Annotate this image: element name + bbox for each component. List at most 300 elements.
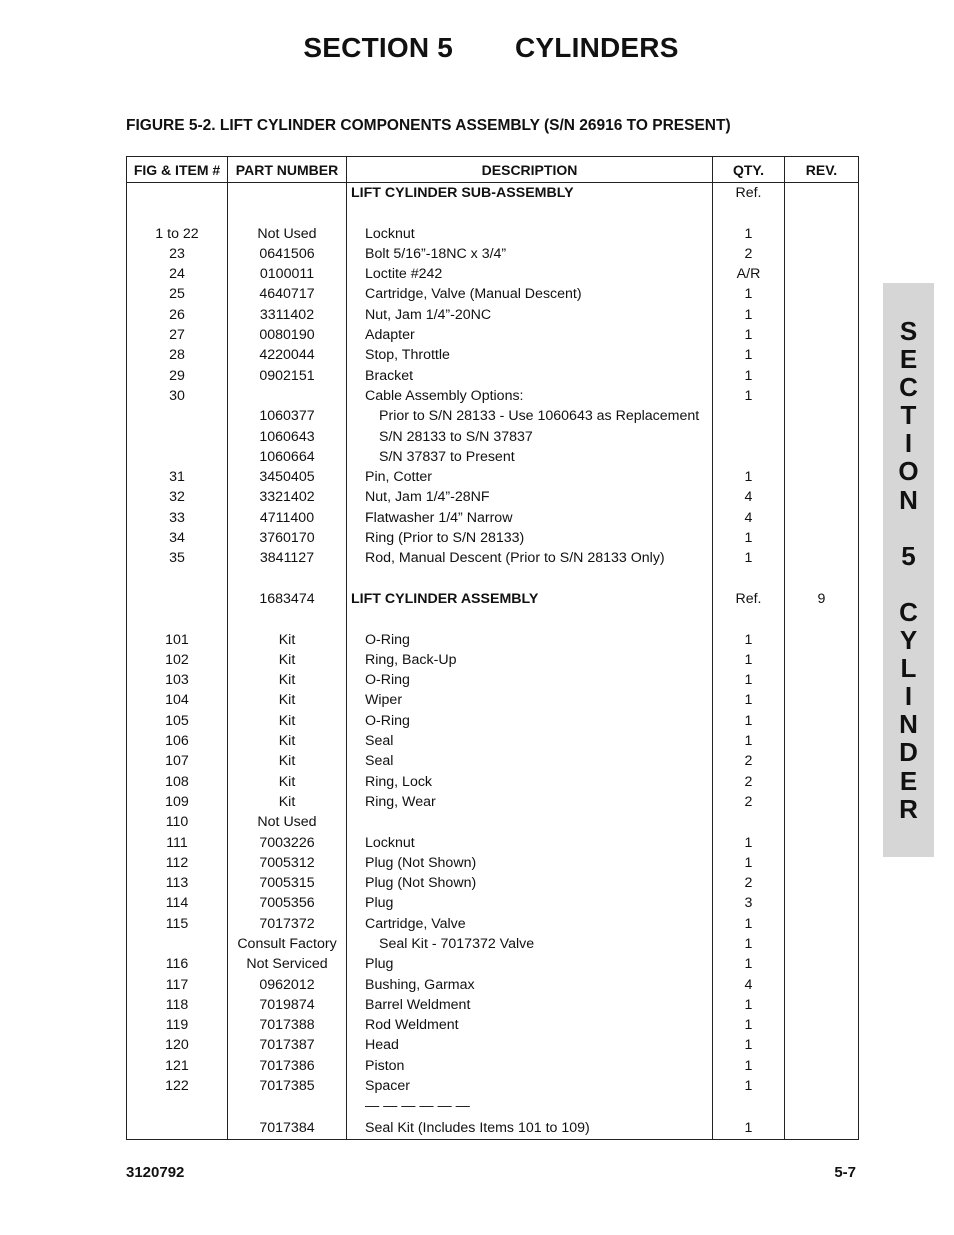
table-row (127, 366, 859, 386)
item-number-cell (127, 1096, 228, 1116)
revision-cell (785, 833, 859, 853)
quantity-cell: 1 (713, 1056, 785, 1076)
quantity-cell: 1 (713, 366, 785, 386)
description-cell: — — — — — — (347, 1096, 713, 1116)
section-name: CYLINDERS (515, 32, 679, 63)
parts-table-body (127, 183, 859, 1140)
header-rev: REV. (785, 157, 859, 183)
revision-cell (785, 366, 859, 386)
side-tab-letter (883, 570, 934, 598)
table-row (127, 183, 859, 204)
part-number-cell (228, 203, 347, 223)
part-number-cell: 4220044 (228, 345, 347, 365)
item-number-cell: 117 (127, 975, 228, 995)
item-number-cell: 26 (127, 305, 228, 325)
side-tab-letter: L (900, 653, 917, 684)
description-cell (347, 609, 713, 629)
table-row (127, 731, 859, 751)
item-number-cell (127, 183, 228, 204)
part-number-cell: Not Serviced (228, 954, 347, 974)
table-row (127, 954, 859, 974)
quantity-cell: 1 (713, 1076, 785, 1096)
revision-cell (785, 467, 859, 487)
table-row (127, 589, 859, 609)
description-cell: Flatwasher 1/4” Narrow (347, 508, 713, 528)
table-row (127, 447, 859, 467)
side-tab-letter: D (899, 737, 918, 768)
table-row (127, 508, 859, 528)
table-row (127, 670, 859, 690)
revision-cell (785, 914, 859, 934)
quantity-cell: 1 (713, 305, 785, 325)
description-cell: Cartridge, Valve (Manual Descent) (347, 284, 713, 304)
table-row (127, 305, 859, 325)
item-number-cell: 105 (127, 711, 228, 731)
revision-cell (785, 203, 859, 223)
table-row (127, 650, 859, 670)
item-number-cell: 107 (127, 751, 228, 771)
item-number-cell: 101 (127, 630, 228, 650)
table-row (127, 609, 859, 629)
part-number-cell: 4640717 (228, 284, 347, 304)
revision-cell (785, 995, 859, 1015)
item-number-cell: 32 (127, 487, 228, 507)
quantity-cell: 1 (713, 467, 785, 487)
table-row (127, 1015, 859, 1035)
revision-cell (785, 548, 859, 568)
revision-cell (785, 224, 859, 244)
part-number-cell: 1683474 (228, 589, 347, 609)
quantity-cell (713, 609, 785, 629)
item-number-cell: 35 (127, 548, 228, 568)
revision-cell (785, 569, 859, 589)
item-number-cell: 111 (127, 833, 228, 853)
item-number-cell: 24 (127, 264, 228, 284)
quantity-cell (713, 427, 785, 447)
quantity-cell: 2 (713, 772, 785, 792)
quantity-cell: 1 (713, 650, 785, 670)
table-row (127, 934, 859, 954)
side-tab-letter: N (899, 709, 918, 740)
item-number-cell: 33 (127, 508, 228, 528)
item-number-cell: 103 (127, 670, 228, 690)
part-number-cell: Kit (228, 650, 347, 670)
figure-title: FIGURE 5-2. LIFT CYLINDER COMPONENTS ASSEMBLY (S/N 26916 TO PRESENT) (126, 117, 731, 134)
revision-cell (785, 1035, 859, 1055)
table-row (127, 528, 859, 548)
description-cell: LIFT CYLINDER SUB-ASSEMBLY (347, 183, 713, 204)
quantity-cell: 1 (713, 853, 785, 873)
description-cell: LIFT CYLINDER ASSEMBLY (347, 589, 713, 609)
item-number-cell: 112 (127, 853, 228, 873)
quantity-cell: 1 (713, 670, 785, 690)
revision-cell (785, 427, 859, 447)
revision-cell (785, 1117, 859, 1140)
item-number-cell: 110 (127, 812, 228, 832)
table-row (127, 325, 859, 345)
description-cell: O-Ring (347, 670, 713, 690)
item-number-cell: 115 (127, 914, 228, 934)
description-cell: Locknut (347, 224, 713, 244)
revision-cell (785, 284, 859, 304)
item-number-cell (127, 589, 228, 609)
description-cell (347, 569, 713, 589)
part-number-cell: 7017384 (228, 1117, 347, 1140)
table-row (127, 690, 859, 710)
revision-cell (785, 183, 859, 204)
item-number-cell: 23 (127, 244, 228, 264)
revision-cell (785, 893, 859, 913)
parts-table (126, 156, 859, 1140)
doc-number: 3120792 (126, 1164, 185, 1181)
description-cell: Seal (347, 751, 713, 771)
quantity-cell (713, 569, 785, 589)
item-number-cell (127, 1117, 228, 1140)
part-number-cell: 0641506 (228, 244, 347, 264)
revision-cell (785, 772, 859, 792)
part-number-cell: 3841127 (228, 548, 347, 568)
table-row (127, 995, 859, 1015)
description-cell: Ring, Lock (347, 772, 713, 792)
quantity-cell: 4 (713, 508, 785, 528)
side-tab-letter: E (899, 344, 918, 375)
description-cell: Stop, Throttle (347, 345, 713, 365)
part-number-cell: 7005356 (228, 893, 347, 913)
table-row (127, 772, 859, 792)
quantity-cell (713, 447, 785, 467)
table-row (127, 792, 859, 812)
revision-cell (785, 244, 859, 264)
description-cell: Plug (347, 893, 713, 913)
part-number-cell: 4711400 (228, 508, 347, 528)
revision-cell (785, 650, 859, 670)
part-number-cell (228, 183, 347, 204)
side-tab-letter: N (899, 484, 918, 515)
table-row (127, 812, 859, 832)
item-number-cell: 120 (127, 1035, 228, 1055)
table-row (127, 406, 859, 426)
part-number-cell (228, 569, 347, 589)
section-label: SECTION 5 (303, 32, 453, 63)
part-number-cell: 7017386 (228, 1056, 347, 1076)
table-row (127, 569, 859, 589)
part-number-cell: Kit (228, 630, 347, 650)
table-row (127, 264, 859, 284)
side-tab-letter: 5 (901, 540, 916, 571)
description-cell: Wiper (347, 690, 713, 710)
quantity-cell: 1 (713, 325, 785, 345)
quantity-cell: 1 (713, 1015, 785, 1035)
table-row (127, 630, 859, 650)
part-number-cell: 7003226 (228, 833, 347, 853)
revision-cell (785, 690, 859, 710)
side-tab-letter: C (899, 596, 918, 627)
part-number-cell: 3321402 (228, 487, 347, 507)
revision-cell (785, 670, 859, 690)
table-row (127, 487, 859, 507)
table-row (127, 711, 859, 731)
revision-cell (785, 508, 859, 528)
section-side-tab (883, 283, 934, 857)
table-row (127, 345, 859, 365)
item-number-cell: 29 (127, 366, 228, 386)
description-cell: S/N 37837 to Present (347, 447, 713, 467)
table-row (127, 427, 859, 447)
quantity-cell: 1 (713, 914, 785, 934)
part-number-cell: 1060377 (228, 406, 347, 426)
item-number-cell (127, 447, 228, 467)
side-tab-letter: R (899, 793, 918, 824)
quantity-cell (713, 203, 785, 223)
part-number-cell: 3450405 (228, 467, 347, 487)
quantity-cell: 3 (713, 893, 785, 913)
quantity-cell: 4 (713, 975, 785, 995)
revision-cell (785, 487, 859, 507)
item-number-cell: 108 (127, 772, 228, 792)
item-number-cell: 30 (127, 386, 228, 406)
part-number-cell: 0902151 (228, 366, 347, 386)
part-number-cell: 7017388 (228, 1015, 347, 1035)
revision-cell (785, 812, 859, 832)
quantity-cell: 1 (713, 224, 785, 244)
quantity-cell: 1 (713, 386, 785, 406)
part-number-cell: 7005315 (228, 873, 347, 893)
table-header-row (127, 157, 859, 183)
part-number-cell: Kit (228, 690, 347, 710)
quantity-cell: 1 (713, 934, 785, 954)
item-number-cell: 102 (127, 650, 228, 670)
table-row (127, 548, 859, 568)
description-cell (347, 812, 713, 832)
table-row (127, 224, 859, 244)
part-number-cell: Not Used (228, 224, 347, 244)
description-cell: Plug (347, 954, 713, 974)
quantity-cell: Ref. (713, 589, 785, 609)
table-row (127, 853, 859, 873)
part-number-cell (228, 386, 347, 406)
quantity-cell: 4 (713, 487, 785, 507)
part-number-cell: 3760170 (228, 528, 347, 548)
description-cell: Seal (347, 731, 713, 751)
part-number-cell: 7017385 (228, 1076, 347, 1096)
part-number-cell: 0962012 (228, 975, 347, 995)
description-cell: O-Ring (347, 630, 713, 650)
quantity-cell: 2 (713, 792, 785, 812)
header-description: DESCRIPTION (347, 157, 713, 183)
table-row (127, 203, 859, 223)
description-cell: Bushing, Garmax (347, 975, 713, 995)
item-number-cell: 122 (127, 1076, 228, 1096)
revision-cell (785, 711, 859, 731)
quantity-cell: 1 (713, 1035, 785, 1055)
description-cell: Piston (347, 1056, 713, 1076)
quantity-cell: A/R (713, 264, 785, 284)
revision-cell (785, 345, 859, 365)
description-cell: Barrel Weldment (347, 995, 713, 1015)
description-cell: O-Ring (347, 711, 713, 731)
quantity-cell: 1 (713, 833, 785, 853)
quantity-cell: 1 (713, 731, 785, 751)
table-row (127, 975, 859, 995)
side-tab-letter: I (904, 428, 913, 459)
revision-cell (785, 751, 859, 771)
part-number-cell: Kit (228, 670, 347, 690)
revision-cell (785, 873, 859, 893)
item-number-cell: 118 (127, 995, 228, 1015)
description-cell: Cable Assembly Options: (347, 386, 713, 406)
revision-cell (785, 264, 859, 284)
table-row (127, 1096, 859, 1116)
description-cell: Plug (Not Shown) (347, 873, 713, 893)
table-row (127, 244, 859, 264)
item-number-cell (127, 406, 228, 426)
table-row (127, 1117, 859, 1140)
description-cell: Rod Weldment (347, 1015, 713, 1035)
item-number-cell: 27 (127, 325, 228, 345)
item-number-cell: 113 (127, 873, 228, 893)
part-number-cell: Consult Factory (228, 934, 347, 954)
table-row (127, 893, 859, 913)
revision-cell (785, 630, 859, 650)
revision-cell (785, 305, 859, 325)
side-tab-letter: S (899, 316, 918, 346)
description-cell: Pin, Cotter (347, 467, 713, 487)
item-number-cell: 116 (127, 954, 228, 974)
quantity-cell: 1 (713, 995, 785, 1015)
revision-cell (785, 954, 859, 974)
part-number-cell: Kit (228, 772, 347, 792)
part-number-cell: 1060643 (228, 427, 347, 447)
item-number-cell (127, 609, 228, 629)
revision-cell (785, 528, 859, 548)
part-number-cell: Kit (228, 751, 347, 771)
description-cell: Prior to S/N 28133 - Use 1060643 as Replacement (347, 406, 713, 426)
quantity-cell: 1 (713, 690, 785, 710)
revision-cell (785, 934, 859, 954)
description-cell: Plug (Not Shown) (347, 853, 713, 873)
description-cell: Nut, Jam 1/4”-28NF (347, 487, 713, 507)
description-cell: Nut, Jam 1/4”-20NC (347, 305, 713, 325)
table-row (127, 1035, 859, 1055)
table-row (127, 386, 859, 406)
quantity-cell: 2 (713, 873, 785, 893)
quantity-cell (713, 406, 785, 426)
item-number-cell: 121 (127, 1056, 228, 1076)
part-number-cell: Kit (228, 792, 347, 812)
description-cell: Bracket (347, 366, 713, 386)
header-qty: QTY. (713, 157, 785, 183)
side-tab-letter: Y (899, 625, 918, 656)
item-number-cell: 104 (127, 690, 228, 710)
header-fig-item: FIG & ITEM # (127, 157, 228, 183)
table-row (127, 833, 859, 853)
item-number-cell: 34 (127, 528, 228, 548)
description-cell: Loctite #242 (347, 264, 713, 284)
part-number-cell: Kit (228, 731, 347, 751)
description-cell: Ring, Wear (347, 792, 713, 812)
quantity-cell: 1 (713, 345, 785, 365)
table-row (127, 873, 859, 893)
revision-cell (785, 1015, 859, 1035)
part-number-cell: Kit (228, 711, 347, 731)
item-number-cell (127, 427, 228, 447)
quantity-cell (713, 812, 785, 832)
item-number-cell: 1 to 22 (127, 224, 228, 244)
revision-cell (785, 447, 859, 467)
quantity-cell: 1 (713, 630, 785, 650)
part-number-cell: 0080190 (228, 325, 347, 345)
description-cell: Head (347, 1035, 713, 1055)
revision-cell (785, 325, 859, 345)
part-number-cell: 7005312 (228, 853, 347, 873)
description-cell: Spacer (347, 1076, 713, 1096)
quantity-cell: 1 (713, 954, 785, 974)
revision-cell (785, 853, 859, 873)
part-number-cell (228, 609, 347, 629)
description-cell: Bolt 5/16”-18NC x 3/4” (347, 244, 713, 264)
side-tab-letter: C (899, 372, 918, 403)
revision-cell (785, 792, 859, 812)
revision-cell (785, 1056, 859, 1076)
table-row (127, 284, 859, 304)
quantity-cell: 1 (713, 284, 785, 304)
revision-cell (785, 386, 859, 406)
item-number-cell: 28 (127, 345, 228, 365)
description-cell: Seal Kit - 7017372 Valve (347, 934, 713, 954)
description-cell: S/N 28133 to S/N 37837 (347, 427, 713, 447)
item-number-cell: 114 (127, 893, 228, 913)
revision-cell (785, 975, 859, 995)
table-row (127, 751, 859, 771)
item-number-cell: 25 (127, 284, 228, 304)
table-row (127, 1056, 859, 1076)
quantity-cell: Ref. (713, 183, 785, 204)
description-cell: Ring (Prior to S/N 28133) (347, 528, 713, 548)
quantity-cell: 2 (713, 244, 785, 264)
quantity-cell: 1 (713, 548, 785, 568)
part-number-cell: 7017372 (228, 914, 347, 934)
quantity-cell: 1 (713, 711, 785, 731)
description-cell: Ring, Back-Up (347, 650, 713, 670)
table-row (127, 1076, 859, 1096)
part-number-cell: 7017387 (228, 1035, 347, 1055)
item-number-cell (127, 569, 228, 589)
side-tab-letters (883, 317, 934, 823)
page-title (0, 32, 954, 64)
description-cell: Seal Kit (Includes Items 101 to 109) (347, 1117, 713, 1140)
revision-cell (785, 609, 859, 629)
item-number-cell: 31 (127, 467, 228, 487)
revision-cell: 9 (785, 589, 859, 609)
side-tab-letter: E (899, 765, 918, 796)
side-tab-letter (883, 514, 934, 542)
side-tab-letter: I (904, 681, 913, 712)
description-cell (347, 203, 713, 223)
side-tab-letter: O (898, 456, 919, 487)
item-number-cell: 106 (127, 731, 228, 751)
part-number-cell: Not Used (228, 812, 347, 832)
description-cell: Adapter (347, 325, 713, 345)
table-row (127, 914, 859, 934)
revision-cell (785, 406, 859, 426)
part-number-cell (228, 1096, 347, 1116)
item-number-cell (127, 934, 228, 954)
revision-cell (785, 731, 859, 751)
quantity-cell: 2 (713, 751, 785, 771)
header-part-number: PART NUMBER (228, 157, 347, 183)
description-cell: Rod, Manual Descent (Prior to S/N 28133 Only) (347, 548, 713, 568)
revision-cell (785, 1096, 859, 1116)
